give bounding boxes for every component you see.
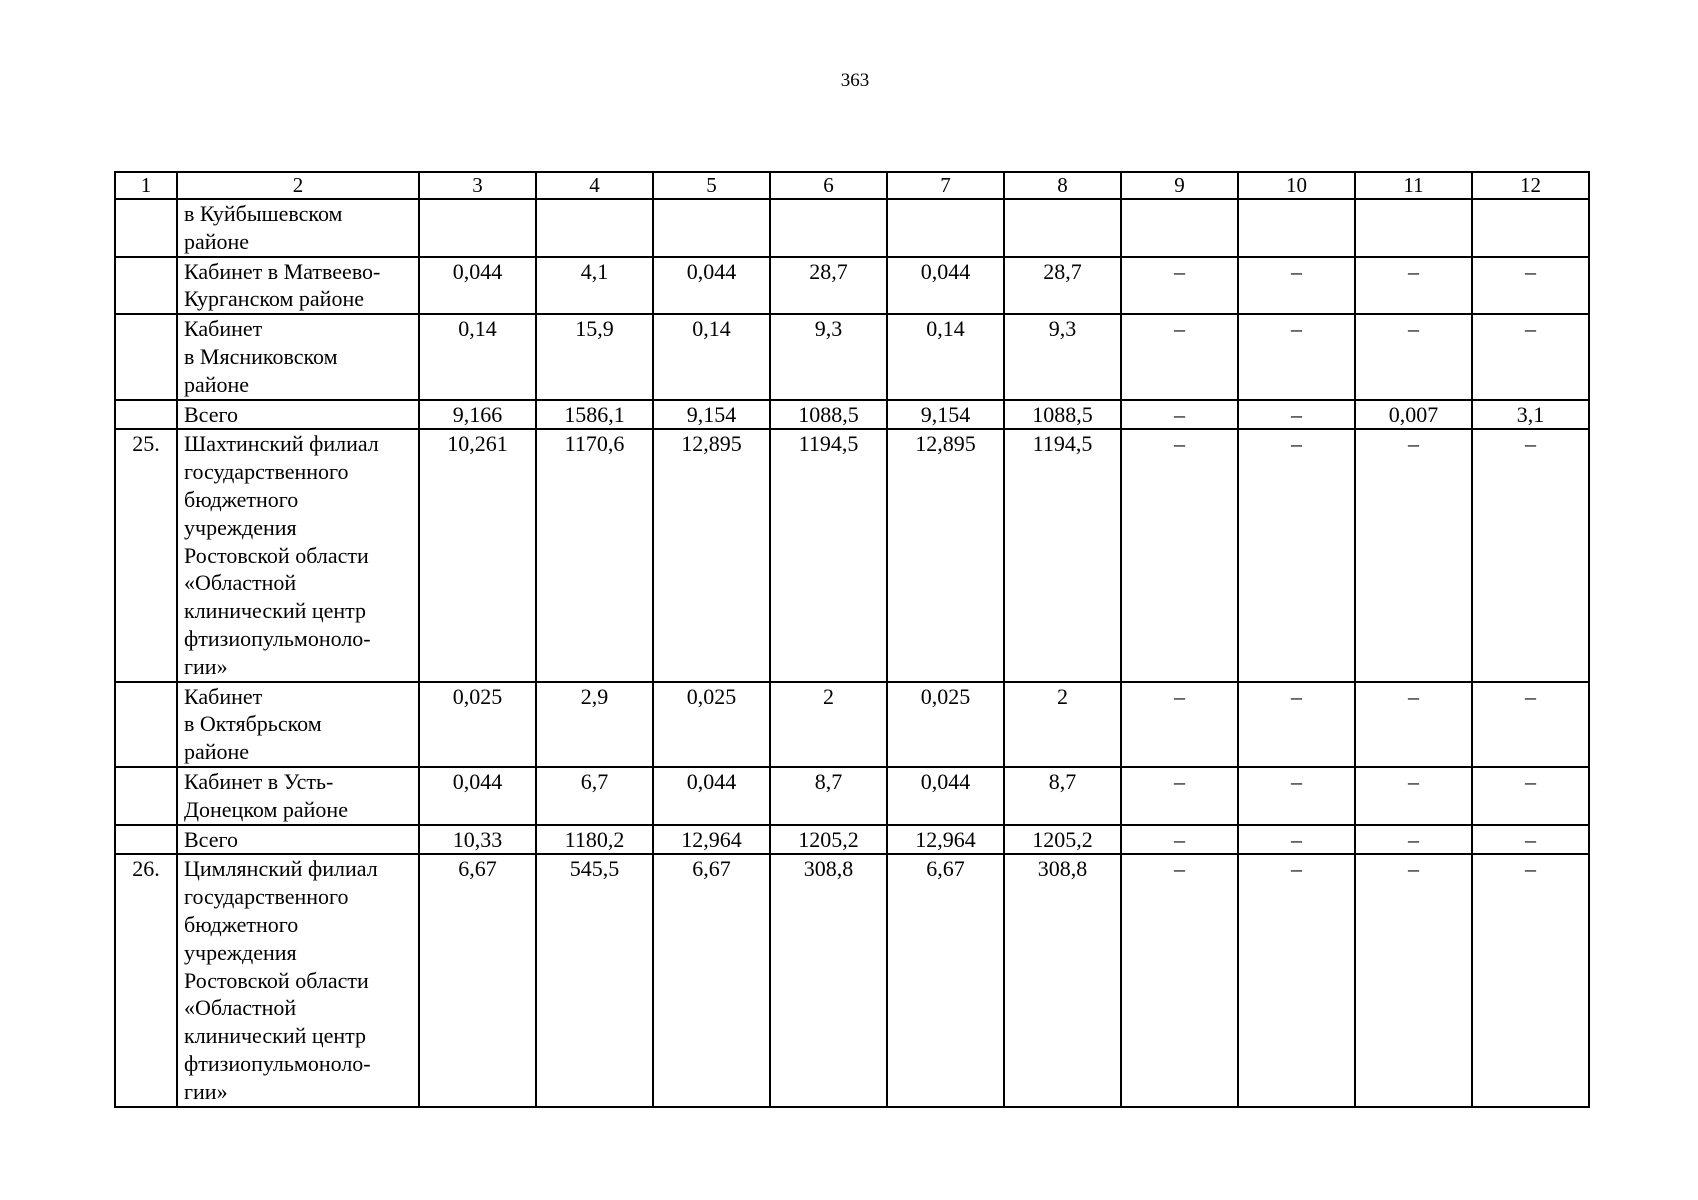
value-cell-col-12: – <box>1472 682 1589 767</box>
table-row <box>115 429 1589 681</box>
value-cell-col-10 <box>1238 199 1355 257</box>
value-cell-col-7: 12,964 <box>887 825 1004 855</box>
value-cell-col-12: – <box>1472 767 1589 825</box>
value-cell-col-9: – <box>1121 682 1238 767</box>
institution-name-cell: Шахтинский филиал государственного бюджетного учреждения Ростовской области «Областной клинический центр фтизиопульмоноло- гии» <box>177 429 419 681</box>
table-row <box>115 199 1589 257</box>
value-cell-col-9: – <box>1121 400 1238 430</box>
value-cell-col-7: 12,895 <box>887 429 1004 681</box>
value-cell-col-9: – <box>1121 257 1238 315</box>
value-cell-col-12: – <box>1472 314 1589 399</box>
value-cell-col-3: 0,044 <box>419 767 536 825</box>
value-cell-col-4: 1170,6 <box>536 429 653 681</box>
institution-name-cell: Кабинет в Октябрьском районе <box>177 682 419 767</box>
column-index-7: 7 <box>887 172 1004 199</box>
value-cell-col-7: 0,044 <box>887 257 1004 315</box>
value-cell-col-7: 0,14 <box>887 314 1004 399</box>
column-index-8: 8 <box>1004 172 1121 199</box>
value-cell-col-4: 2,9 <box>536 682 653 767</box>
value-cell-col-11 <box>1355 199 1472 257</box>
institution-name-cell: Всего <box>177 825 419 855</box>
value-cell-col-5: 0,025 <box>653 682 770 767</box>
value-cell-col-12: – <box>1472 429 1589 681</box>
value-cell-col-11: – <box>1355 314 1472 399</box>
value-cell-col-5 <box>653 199 770 257</box>
column-index-1: 1 <box>115 172 177 199</box>
value-cell-col-10: – <box>1238 854 1355 1106</box>
value-cell-col-11: – <box>1355 767 1472 825</box>
value-cell-col-3: 6,67 <box>419 854 536 1106</box>
value-cell-col-3: 10,261 <box>419 429 536 681</box>
value-cell-col-10: – <box>1238 682 1355 767</box>
value-cell-col-5: 9,154 <box>653 400 770 430</box>
table-row <box>115 314 1589 399</box>
value-cell-col-8: 2 <box>1004 682 1121 767</box>
column-index-2: 2 <box>177 172 419 199</box>
value-cell-col-8: 28,7 <box>1004 257 1121 315</box>
value-cell-col-6: 28,7 <box>770 257 887 315</box>
value-cell-col-6: 308,8 <box>770 854 887 1106</box>
value-cell-col-10: – <box>1238 825 1355 855</box>
column-index-10: 10 <box>1238 172 1355 199</box>
value-cell-col-9: – <box>1121 767 1238 825</box>
row-number-cell: 25. <box>115 429 177 681</box>
institution-name-cell: Кабинет в Мясниковском районе <box>177 314 419 399</box>
data-table <box>114 171 1590 1108</box>
value-cell-col-10: – <box>1238 429 1355 681</box>
value-cell-col-8: 1088,5 <box>1004 400 1121 430</box>
column-index-5: 5 <box>653 172 770 199</box>
page-number: 363 <box>840 70 870 91</box>
row-number-cell <box>115 767 177 825</box>
table-row <box>115 825 1589 855</box>
value-cell-col-9 <box>1121 199 1238 257</box>
value-cell-col-11: – <box>1355 257 1472 315</box>
institution-name-cell: Цимлянский филиал государственного бюджетного учреждения Ростовской области «Областной клинический центр фтизиопульмоноло- гии» <box>177 854 419 1106</box>
column-index-row <box>115 172 1589 199</box>
row-number-cell <box>115 400 177 430</box>
column-index-3: 3 <box>419 172 536 199</box>
table-row <box>115 257 1589 315</box>
value-cell-col-11: – <box>1355 429 1472 681</box>
value-cell-col-12: – <box>1472 257 1589 315</box>
value-cell-col-6: 9,3 <box>770 314 887 399</box>
table-row <box>115 854 1589 1106</box>
value-cell-col-10: – <box>1238 400 1355 430</box>
table-row <box>115 767 1589 825</box>
value-cell-col-5: 12,895 <box>653 429 770 681</box>
value-cell-col-11: – <box>1355 854 1472 1106</box>
table-row <box>115 682 1589 767</box>
value-cell-col-7: 0,044 <box>887 767 1004 825</box>
institution-name-cell: Всего <box>177 400 419 430</box>
value-cell-col-6 <box>770 199 887 257</box>
value-cell-col-4: 6,7 <box>536 767 653 825</box>
value-cell-col-12: – <box>1472 854 1589 1106</box>
value-cell-col-9: – <box>1121 314 1238 399</box>
value-cell-col-7: 0,025 <box>887 682 1004 767</box>
row-number-cell <box>115 199 177 257</box>
row-number-cell <box>115 682 177 767</box>
value-cell-col-4: 4,1 <box>536 257 653 315</box>
institution-name-cell: Кабинет в Матвеево- Курганском районе <box>177 257 419 315</box>
value-cell-col-10: – <box>1238 767 1355 825</box>
value-cell-col-12: – <box>1472 825 1589 855</box>
value-cell-col-9: – <box>1121 825 1238 855</box>
value-cell-col-10: – <box>1238 314 1355 399</box>
value-cell-col-3: 0,044 <box>419 257 536 315</box>
value-cell-col-6: 8,7 <box>770 767 887 825</box>
value-cell-col-9: – <box>1121 429 1238 681</box>
value-cell-col-6: 1088,5 <box>770 400 887 430</box>
column-index-6: 6 <box>770 172 887 199</box>
value-cell-col-6: 1205,2 <box>770 825 887 855</box>
value-cell-col-8: 308,8 <box>1004 854 1121 1106</box>
value-cell-col-7 <box>887 199 1004 257</box>
value-cell-col-3: 0,14 <box>419 314 536 399</box>
value-cell-col-10: – <box>1238 257 1355 315</box>
value-cell-col-8 <box>1004 199 1121 257</box>
value-cell-col-9: – <box>1121 854 1238 1106</box>
value-cell-col-8: 1205,2 <box>1004 825 1121 855</box>
table-row <box>115 400 1589 430</box>
value-cell-col-12 <box>1472 199 1589 257</box>
value-cell-col-6: 2 <box>770 682 887 767</box>
value-cell-col-3: 9,166 <box>419 400 536 430</box>
column-index-4: 4 <box>536 172 653 199</box>
institution-name-cell: в Куйбышевском районе <box>177 199 419 257</box>
column-index-9: 9 <box>1121 172 1238 199</box>
value-cell-col-4: 1180,2 <box>536 825 653 855</box>
value-cell-col-11: 0,007 <box>1355 400 1472 430</box>
value-cell-col-6: 1194,5 <box>770 429 887 681</box>
value-cell-col-11: – <box>1355 825 1472 855</box>
value-cell-col-8: 9,3 <box>1004 314 1121 399</box>
value-cell-col-3: 10,33 <box>419 825 536 855</box>
value-cell-col-5: 12,964 <box>653 825 770 855</box>
row-number-cell <box>115 825 177 855</box>
institution-name-cell: Кабинет в Усть- Донецком районе <box>177 767 419 825</box>
column-index-11: 11 <box>1355 172 1472 199</box>
value-cell-col-8: 8,7 <box>1004 767 1121 825</box>
value-cell-col-7: 6,67 <box>887 854 1004 1106</box>
column-index-12: 12 <box>1472 172 1589 199</box>
value-cell-col-3: 0,025 <box>419 682 536 767</box>
value-cell-col-4: 15,9 <box>536 314 653 399</box>
value-cell-col-5: 0,044 <box>653 767 770 825</box>
value-cell-col-4: 1586,1 <box>536 400 653 430</box>
value-cell-col-12: 3,1 <box>1472 400 1589 430</box>
value-cell-col-3 <box>419 199 536 257</box>
value-cell-col-7: 9,154 <box>887 400 1004 430</box>
value-cell-col-8: 1194,5 <box>1004 429 1121 681</box>
value-cell-col-4 <box>536 199 653 257</box>
value-cell-col-5: 0,14 <box>653 314 770 399</box>
value-cell-col-5: 6,67 <box>653 854 770 1106</box>
value-cell-col-5: 0,044 <box>653 257 770 315</box>
value-cell-col-4: 545,5 <box>536 854 653 1106</box>
row-number-cell <box>115 314 177 399</box>
value-cell-col-11: – <box>1355 682 1472 767</box>
row-number-cell <box>115 257 177 315</box>
row-number-cell: 26. <box>115 854 177 1106</box>
